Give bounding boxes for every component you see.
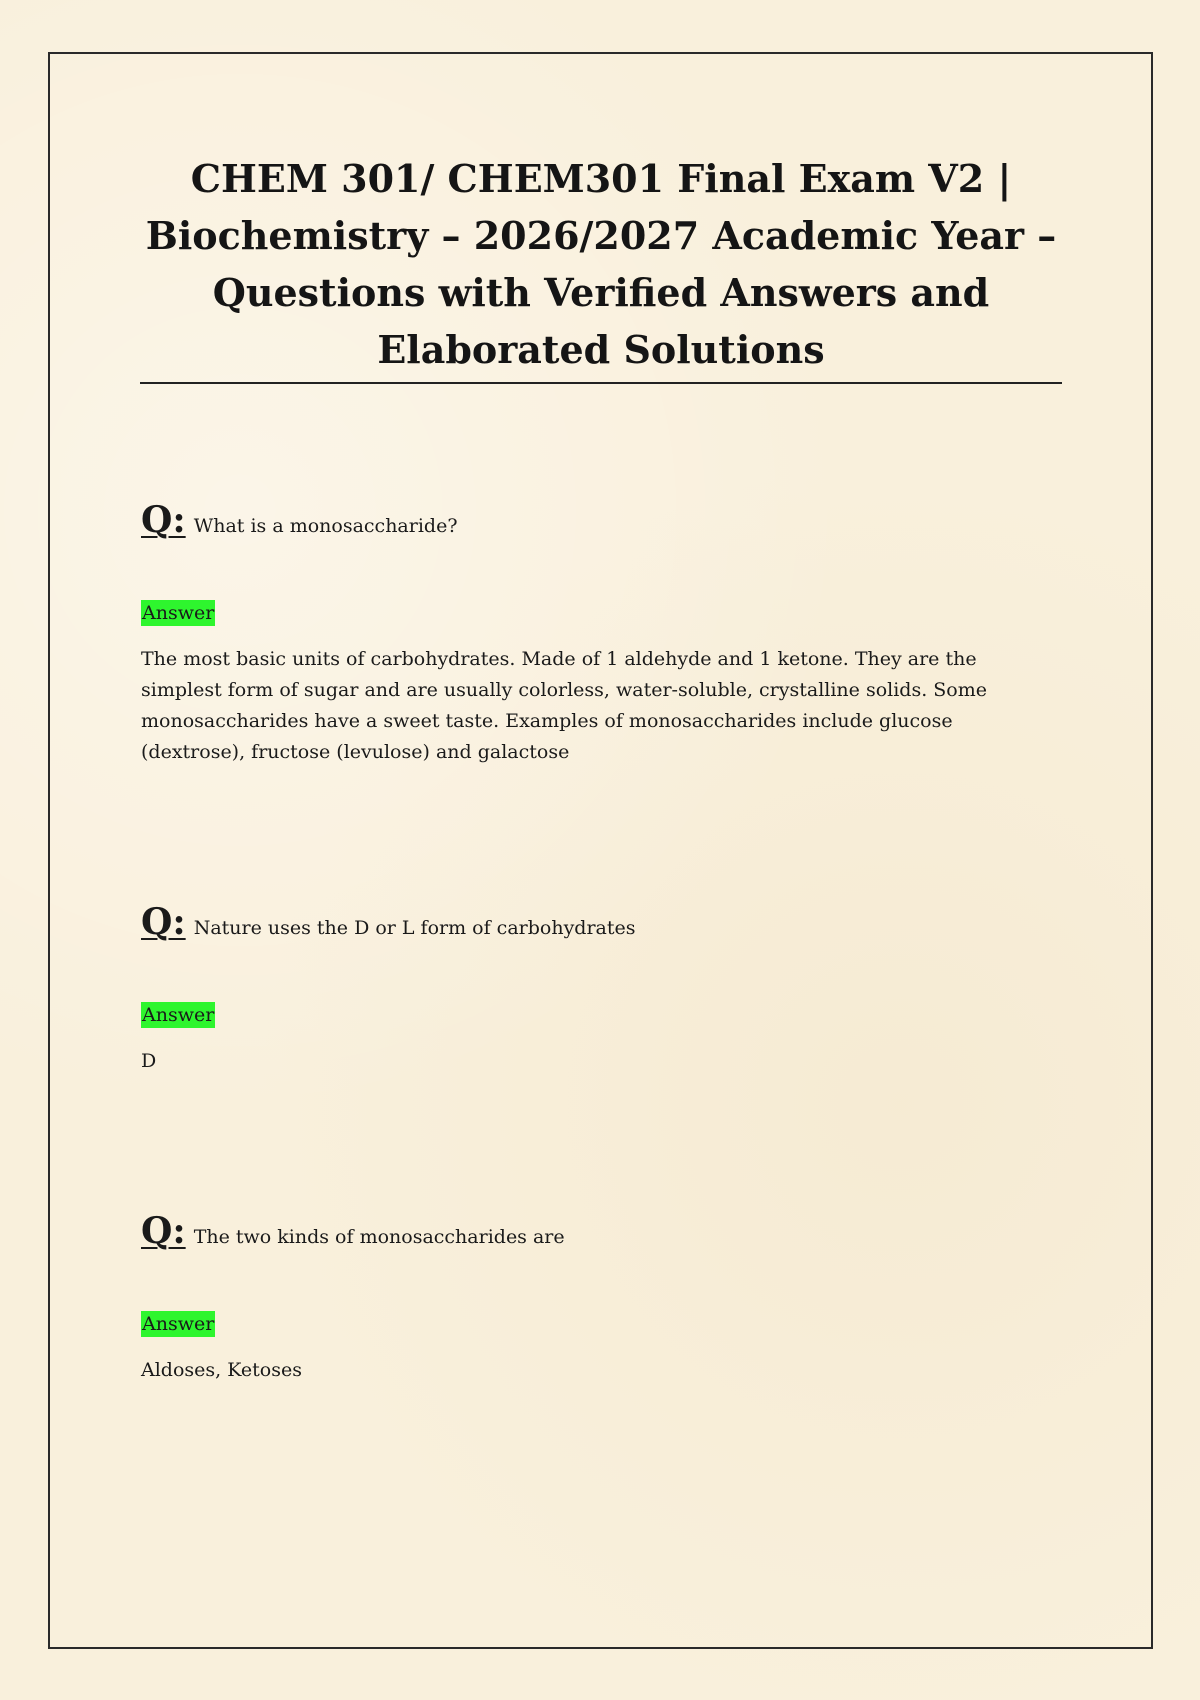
title-divider xyxy=(140,382,1062,384)
question-text: The two kinds of monosaccharides are xyxy=(193,1226,565,1248)
qa-item-3 xyxy=(141,1211,1061,1386)
answer-label: Answer xyxy=(142,602,215,624)
answer-label: Answer xyxy=(142,1004,215,1026)
document-title: CHEM 301/ CHEM301 Final Exam V2 | Biochemistry – 2026/2027 Academic Year – Questions with Verified Answers and Elaborated Solutions xyxy=(145,156,1057,372)
qa-item-2 xyxy=(141,902,1061,1077)
answer-text: Aldoses, Ketoses xyxy=(141,1359,302,1381)
question-text: Nature uses the D or L form of carbohydrates xyxy=(193,917,636,939)
question-marker: Q: xyxy=(141,499,186,541)
question-marker: Q: xyxy=(141,901,186,943)
title-block xyxy=(140,150,1062,378)
question-marker: Q: xyxy=(141,1210,186,1252)
question-row xyxy=(141,500,1061,546)
answer-text: The most basic units of carbohydrates. Made of 1 aldehyde and 1 ketone. They are the simplest form of sugar and are usually colorless, water-soluble, crystalline solids. Some monosaccharides have a sweet taste. Examples of monosaccharides include glucose (dextrose), fructose (levulose) and galactose xyxy=(141,648,988,763)
answer-text: D xyxy=(141,1050,157,1072)
answer-label: Answer xyxy=(142,1313,215,1335)
question-row xyxy=(141,1211,1061,1257)
question-row xyxy=(141,902,1061,948)
question-text: What is a monosaccharide? xyxy=(193,515,458,537)
qa-item-1 xyxy=(141,500,1061,768)
